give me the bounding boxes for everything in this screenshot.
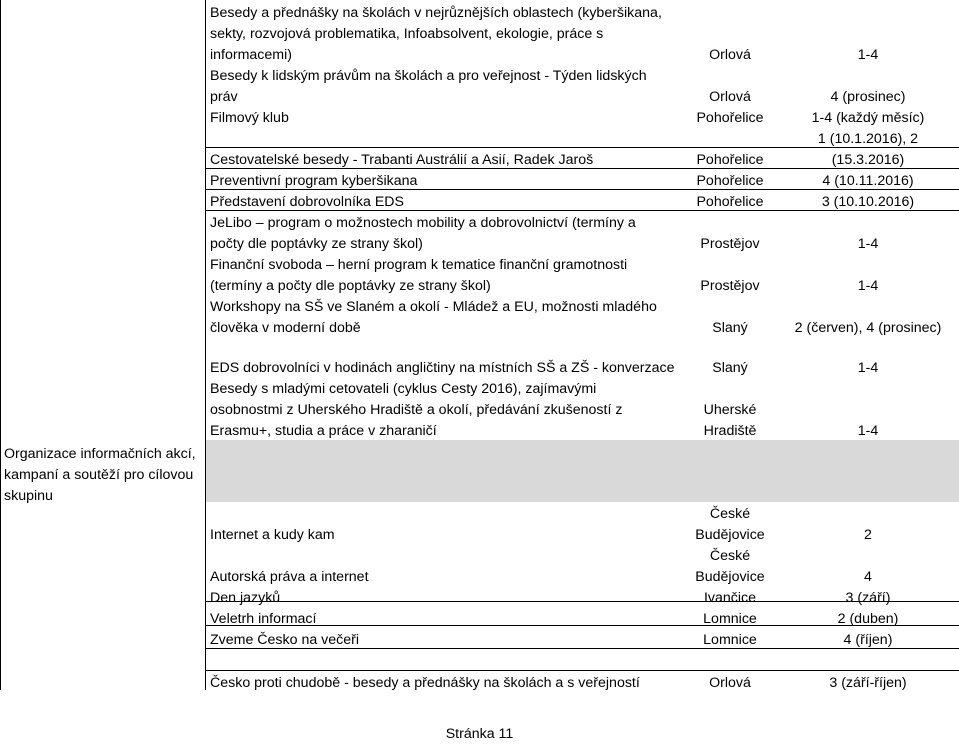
activity-cell: Internet a kudy kam	[210, 527, 335, 543]
place-cell	[680, 504, 780, 546]
place-line: České	[709, 506, 751, 522]
page-number: Stránka 11	[445, 726, 514, 742]
place-cell: Slaný	[712, 320, 748, 336]
place-cell	[680, 546, 780, 588]
activity-cell: EDS dobrovolníci v hodinách angličtiny na místních SŠ a ZŠ - konverzace	[210, 360, 675, 376]
activity-cell: Cestovatelské besedy - Trabanti Austrálií a Asií, Radek Jaroš	[210, 152, 594, 168]
place-cell: Orlová	[709, 675, 751, 691]
activity-line: (termíny a počty dle poptávky ze strany škol)	[210, 278, 491, 294]
place-cell	[680, 400, 780, 442]
activity-cell: Veletrh informací	[210, 611, 317, 627]
activity-cell	[210, 66, 647, 108]
count-cell: 2 (červen), 4 (prosinec)	[794, 320, 942, 336]
activity-cell	[210, 213, 636, 255]
count-cell: 4	[864, 569, 872, 585]
shaded-band	[205, 440, 959, 502]
activity-line: počty dle poptávky ze strany škol)	[210, 236, 423, 252]
place-line: Uherské	[703, 402, 757, 418]
activity-cell	[210, 255, 627, 297]
count-cell: 1-4	[857, 47, 879, 63]
count-line: 1 (10.1.2016), 2	[817, 131, 919, 147]
place-line: Budějovice	[695, 569, 765, 585]
place-cell: Lomnice	[703, 611, 757, 627]
activity-line: práv	[210, 89, 238, 105]
activity-cell: Autorská práva a internet	[210, 569, 369, 585]
place-cell: Orlová	[709, 47, 751, 63]
count-cell: 1-4	[857, 236, 879, 252]
count-cell: 3 (10.10.2016)	[821, 194, 915, 210]
activity-line: Besedy s mladými cetovateli (cyklus Cesty 2016), zajímavými	[210, 381, 597, 397]
count-cell: 3 (září-říjen)	[829, 675, 907, 691]
activity-line: Besedy k lidským právům na školách a pro veřejnost - Týden lidských	[210, 68, 647, 84]
place-cell: Pohořelice	[696, 173, 764, 189]
activity-line: informacemi)	[210, 47, 292, 63]
activity-cell: Preventivní program kyberšikana	[210, 173, 418, 189]
place-cell: Lomnice	[703, 632, 757, 648]
count-cell: 1-4	[857, 360, 879, 376]
category-divider	[205, 0, 206, 690]
activity-cell: Představení dobrovolníka EDS	[210, 194, 405, 210]
activity-line: sekty, rozvojová problematika, Infoabsolvent, ekologie, práce s	[210, 26, 604, 42]
activity-cell: Den jazyků	[210, 590, 281, 606]
activity-line: Erasmu+, studia a práce v zharaničí	[210, 423, 437, 439]
place-cell: Pohořelice	[696, 194, 764, 210]
place-line: Hradiště	[703, 423, 757, 439]
activity-cell: Filmový klub	[210, 110, 289, 126]
count-cell: 1-4	[857, 423, 879, 439]
count-cell: 1-4 (každý měsíc)	[811, 110, 925, 126]
activity-cell: Zveme Česko na večeři	[210, 632, 360, 648]
place-cell: Prostějov	[700, 278, 760, 294]
count-cell: 4 (prosinec)	[830, 89, 906, 105]
place-line: Budějovice	[695, 527, 765, 543]
count-cell: 4 (říjen)	[843, 632, 893, 648]
count-cell	[788, 129, 948, 171]
activity-line: Finanční svoboda – herní program k tematice finanční gramotnosti	[210, 257, 628, 273]
place-cell: Prostějov	[700, 236, 760, 252]
row-rule	[205, 670, 959, 671]
activity-line: JeLibo – program o možnostech mobility a dobrovolnictví (termíny a	[210, 215, 636, 231]
place-cell: Pohořelice	[696, 110, 764, 126]
count-cell: 4 (10.11.2016)	[822, 173, 914, 189]
activity-cell	[210, 379, 622, 442]
count-cell: 2	[864, 527, 872, 543]
place-cell: Ivančice	[703, 590, 757, 606]
table-left-border	[0, 0, 1, 690]
count-cell: 2 (duben)	[837, 611, 899, 627]
place-cell: Pohořelice	[696, 152, 764, 168]
count-cell: 3 (září)	[845, 590, 891, 606]
activity-line: Besedy a přednášky na školách v nejrůznějších oblastech (kyberšikana,	[210, 5, 662, 21]
activity-line: Workshopy na SŠ ve Slaném a okolí - Mládež a EU, možnosti mladého	[210, 299, 657, 315]
activity-line: člověka v moderní době	[210, 320, 361, 336]
activity-line: osobnostmi z Uherského Hradiště a okolí, předávání zkušeností z	[210, 402, 623, 418]
count-cell: 1-4	[857, 278, 879, 294]
place-cell: Slaný	[712, 360, 748, 376]
place-cell: Orlová	[709, 89, 751, 105]
activity-cell	[210, 3, 662, 66]
activity-cell: Česko proti chudobě - besedy a přednášky na školách a s veřejností	[210, 675, 640, 691]
activity-cell	[210, 297, 657, 339]
category-label: Organizace informačních akcí, kampaní a soutěží pro cílovou skupinu	[4, 446, 196, 504]
place-line: České	[709, 548, 751, 564]
count-line: (15.3.2016)	[831, 152, 905, 168]
